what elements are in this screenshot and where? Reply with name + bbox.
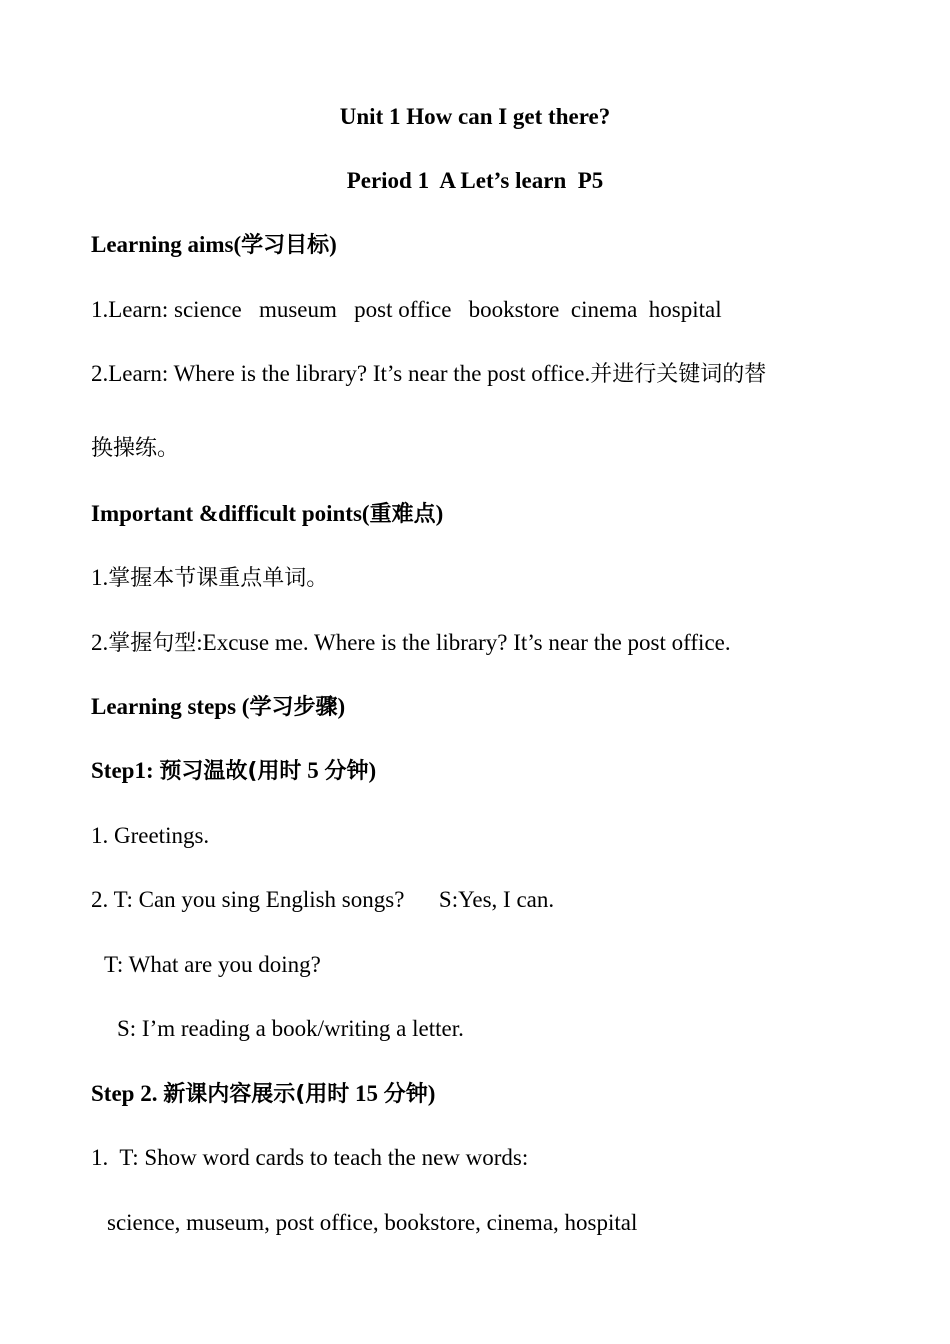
points-item-2-cn: 掌握句型 bbox=[108, 631, 197, 656]
heading-text: Learning steps ( bbox=[91, 694, 250, 719]
heading-paren: ) bbox=[329, 232, 337, 257]
step1-line-2: 2. T: Can you sing English songs? S:Yes, I can. bbox=[91, 887, 555, 912]
important-points-heading bbox=[91, 499, 443, 530]
aims-item-2-cn: 并进行关键词的替 bbox=[590, 362, 767, 387]
heading-paren: ) bbox=[368, 758, 377, 783]
aims-item-1: 1.Learn: science museum post office bookstore cinema hospital bbox=[91, 297, 722, 322]
heading-text-cn: 学习步骤 bbox=[249, 695, 338, 720]
heading-paren: ) bbox=[427, 1081, 436, 1106]
aims-item-2-en: 2.Learn: Where is the library? It’s near the post office. bbox=[91, 361, 591, 386]
points-item-1-num: 1. bbox=[91, 565, 109, 590]
step2-unit-cn: 分钟 bbox=[383, 1082, 428, 1107]
points-item-1 bbox=[91, 563, 328, 594]
step2-line-2: science, museum, post office, bookstore, cinema, hospital bbox=[107, 1210, 638, 1235]
heading-paren: ) bbox=[337, 694, 346, 719]
aims-item-2 bbox=[91, 359, 766, 390]
learning-aims-heading bbox=[91, 230, 337, 261]
heading-text-cn: 重难点 bbox=[369, 502, 436, 527]
step1-line-3: T: What are you doing? bbox=[104, 952, 321, 977]
points-item-2-num: 2. bbox=[91, 630, 109, 655]
step1-label: Step1: bbox=[91, 758, 160, 783]
step1-heading bbox=[91, 756, 376, 787]
heading-paren: ) bbox=[435, 501, 444, 526]
step1-unit-cn: 分钟 bbox=[324, 759, 369, 784]
step1-title-cn: 预习温故(用时 bbox=[159, 759, 302, 784]
heading-text: Important &difficult points( bbox=[91, 501, 370, 526]
heading-text-cn: 学习目标 bbox=[241, 233, 330, 258]
step2-title-cn: 新课内容展示(用时 bbox=[163, 1082, 350, 1107]
step1-line-1: 1. Greetings. bbox=[91, 823, 210, 848]
points-item-1-cn: 掌握本节课重点单词。 bbox=[108, 566, 329, 591]
step2-minutes: 15 bbox=[349, 1081, 384, 1106]
step2-label: Step 2. bbox=[91, 1081, 164, 1106]
step2-line-1: 1. T: Show word cards to teach the new words: bbox=[91, 1145, 529, 1170]
document-subtitle: Period 1 A Let’s learn P5 bbox=[346, 168, 604, 193]
learning-steps-heading bbox=[91, 692, 345, 723]
step1-minutes: 5 bbox=[301, 758, 325, 783]
step2-heading bbox=[91, 1079, 435, 1110]
document-title: Unit 1 How can I get there? bbox=[339, 104, 611, 129]
points-item-2-en: :Excuse me. Where is the library? It’s near the post office. bbox=[196, 630, 731, 655]
step1-line-4: S: I’m reading a book/writing a letter. bbox=[117, 1016, 464, 1041]
heading-text: Learning aims( bbox=[91, 232, 242, 257]
points-item-2 bbox=[91, 628, 731, 659]
aims-item-2-continuation: 换操练。 bbox=[91, 436, 180, 461]
